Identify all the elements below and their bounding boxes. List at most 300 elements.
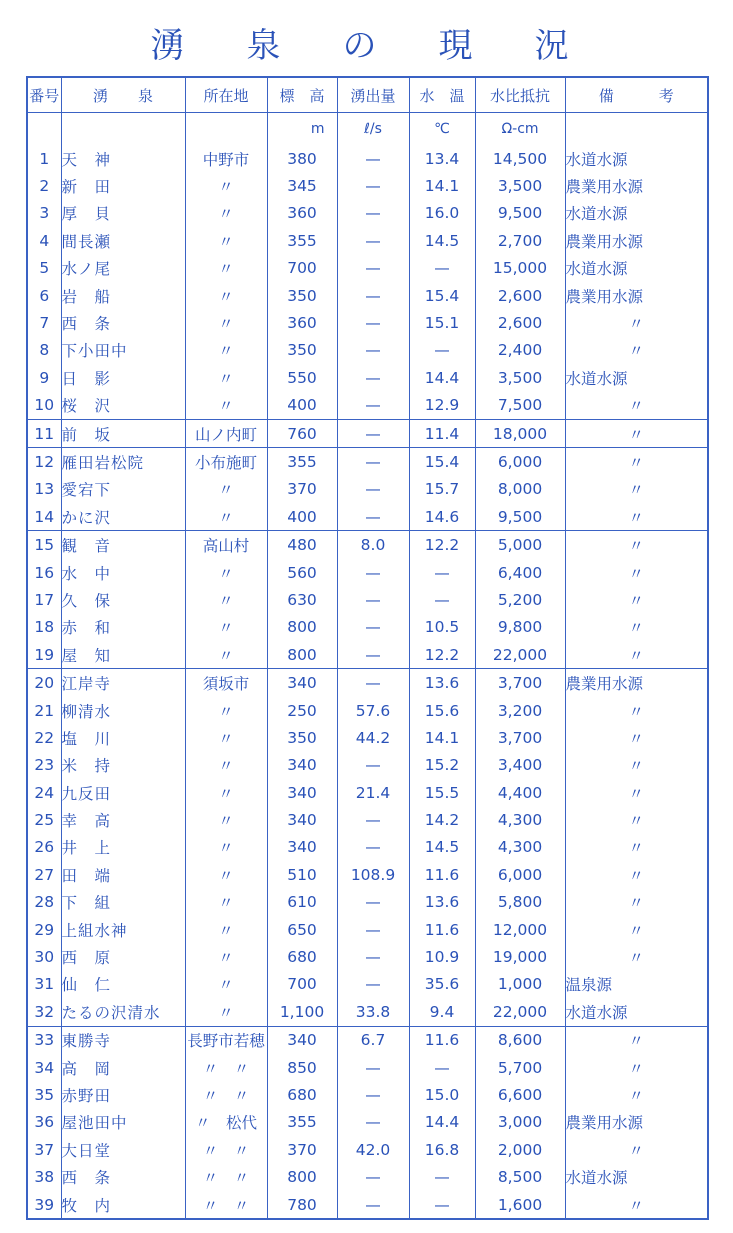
- table-row: [27, 752, 708, 779]
- water-temperature: 12.9: [409, 392, 475, 420]
- resistivity: 2,700: [475, 227, 565, 254]
- location: 〃: [185, 861, 267, 888]
- table-row: [27, 200, 708, 227]
- table-row: [27, 392, 708, 420]
- header-remarks: 備 考: [565, 77, 708, 113]
- spring-name: 水 中: [61, 559, 185, 586]
- remarks: 〃: [565, 1081, 708, 1108]
- elevation: 550: [267, 364, 337, 391]
- spring-name: 日 影: [61, 364, 185, 391]
- row-number: 34: [27, 1054, 61, 1081]
- spring-name: 水ノ尾: [61, 255, 185, 282]
- table-row: [27, 559, 708, 586]
- water-temperature: 15.1: [409, 309, 475, 336]
- water-temperature: 35.6: [409, 971, 475, 998]
- table-row: [27, 614, 708, 641]
- water-temperature: 12.2: [409, 531, 475, 559]
- location: 〃 松代: [185, 1109, 267, 1136]
- flow-rate: 44.2: [337, 724, 409, 751]
- location: 〃: [185, 309, 267, 336]
- location: 〃: [185, 943, 267, 970]
- header-location: 所在地: [185, 77, 267, 113]
- resistivity: 6,600: [475, 1081, 565, 1108]
- remarks: 水道水源: [565, 364, 708, 391]
- spring-name: 牧 内: [61, 1191, 185, 1219]
- water-temperature: 16.0: [409, 200, 475, 227]
- water-temperature: 14.4: [409, 1109, 475, 1136]
- elevation: 350: [267, 337, 337, 364]
- location: 〃: [185, 779, 267, 806]
- table-row: [27, 971, 708, 998]
- elevation: 360: [267, 200, 337, 227]
- table-row: [27, 586, 708, 613]
- location: 中野市: [185, 145, 267, 172]
- remarks: 農業用水源: [565, 282, 708, 309]
- remarks: 水道水源: [565, 255, 708, 282]
- remarks: 〃: [565, 531, 708, 559]
- flow-rate: —: [337, 337, 409, 364]
- flow-rate: —: [337, 669, 409, 697]
- spring-name: 愛宕下: [61, 476, 185, 503]
- table-row: [27, 476, 708, 503]
- table-row: [27, 998, 708, 1026]
- flow-rate: —: [337, 476, 409, 503]
- water-temperature: —: [409, 1054, 475, 1081]
- resistivity: 4,300: [475, 806, 565, 833]
- water-temperature: 15.7: [409, 476, 475, 503]
- remarks: 〃: [565, 476, 708, 503]
- row-number: 10: [27, 392, 61, 420]
- row-number: 14: [27, 503, 61, 531]
- remarks: 水道水源: [565, 1163, 708, 1190]
- elevation: 340: [267, 834, 337, 861]
- remarks: 水道水源: [565, 998, 708, 1026]
- remarks: 〃: [565, 834, 708, 861]
- remarks: 〃: [565, 1191, 708, 1219]
- location: 〃: [185, 752, 267, 779]
- location: 〃: [185, 282, 267, 309]
- water-temperature: 11.6: [409, 861, 475, 888]
- table-row: [27, 145, 708, 172]
- location: 〃: [185, 337, 267, 364]
- remarks: 〃: [565, 1026, 708, 1054]
- location: 〃 〃: [185, 1054, 267, 1081]
- table-row: [27, 834, 708, 861]
- flow-rate: —: [337, 752, 409, 779]
- flow-rate: 108.9: [337, 861, 409, 888]
- elevation: 250: [267, 697, 337, 724]
- row-number: 11: [27, 419, 61, 447]
- location: 山ノ内町: [185, 419, 267, 447]
- spring-name: 厚 貝: [61, 200, 185, 227]
- flow-rate: —: [337, 559, 409, 586]
- spring-name: 上組水神: [61, 916, 185, 943]
- row-number: 21: [27, 697, 61, 724]
- flow-rate: 57.6: [337, 697, 409, 724]
- elevation: 610: [267, 889, 337, 916]
- row-number: 13: [27, 476, 61, 503]
- row-number: 16: [27, 559, 61, 586]
- water-temperature: —: [409, 255, 475, 282]
- table-row: [27, 916, 708, 943]
- elevation: 370: [267, 1136, 337, 1163]
- spring-name: 井 上: [61, 834, 185, 861]
- row-number: 2: [27, 172, 61, 199]
- flow-rate: —: [337, 364, 409, 391]
- flow-rate: —: [337, 392, 409, 420]
- water-temperature: 15.4: [409, 448, 475, 476]
- remarks: 〃: [565, 697, 708, 724]
- location: 〃: [185, 889, 267, 916]
- spring-name: 間長瀬: [61, 227, 185, 254]
- flow-rate: 21.4: [337, 779, 409, 806]
- location: 〃: [185, 200, 267, 227]
- remarks: 農業用水源: [565, 1109, 708, 1136]
- flow-rate: —: [337, 255, 409, 282]
- flow-rate: —: [337, 227, 409, 254]
- location: 〃: [185, 916, 267, 943]
- remarks: 農業用水源: [565, 669, 708, 697]
- location: 〃: [185, 834, 267, 861]
- table-row: [27, 889, 708, 916]
- elevation: 350: [267, 282, 337, 309]
- resistivity: 18,000: [475, 419, 565, 447]
- remarks: 〃: [565, 889, 708, 916]
- spring-name: 天 神: [61, 145, 185, 172]
- row-number: 8: [27, 337, 61, 364]
- springs-table: [26, 76, 709, 1220]
- resistivity: 2,000: [475, 1136, 565, 1163]
- row-number: 17: [27, 586, 61, 613]
- table-row: [27, 255, 708, 282]
- water-temperature: 15.2: [409, 752, 475, 779]
- spring-name: 柳清水: [61, 697, 185, 724]
- resistivity: 6,400: [475, 559, 565, 586]
- table-row: [27, 779, 708, 806]
- resistivity: 7,500: [475, 392, 565, 420]
- location: 〃 〃: [185, 1136, 267, 1163]
- remarks: 〃: [565, 337, 708, 364]
- row-number: 26: [27, 834, 61, 861]
- location: 〃: [185, 227, 267, 254]
- row-number: 22: [27, 724, 61, 751]
- elevation: 850: [267, 1054, 337, 1081]
- header-temp: 水 温: [409, 77, 475, 113]
- remarks: 〃: [565, 586, 708, 613]
- water-temperature: 14.4: [409, 364, 475, 391]
- location: 〃: [185, 559, 267, 586]
- spring-name: 江岸寺: [61, 669, 185, 697]
- header-flow: 湧出量: [337, 77, 409, 113]
- water-temperature: —: [409, 337, 475, 364]
- flow-rate: —: [337, 1191, 409, 1219]
- location: 長野市若穂: [185, 1026, 267, 1054]
- row-number: 32: [27, 998, 61, 1026]
- spring-name: 大日堂: [61, 1136, 185, 1163]
- elevation: 340: [267, 1026, 337, 1054]
- flow-rate: —: [337, 834, 409, 861]
- water-temperature: 16.8: [409, 1136, 475, 1163]
- resistivity: 6,000: [475, 448, 565, 476]
- water-temperature: 12.2: [409, 641, 475, 669]
- water-temperature: 10.9: [409, 943, 475, 970]
- elevation: 400: [267, 503, 337, 531]
- table-row: [27, 861, 708, 888]
- elevation: 680: [267, 1081, 337, 1108]
- remarks: 〃: [565, 1054, 708, 1081]
- header-row: [27, 77, 708, 113]
- location: 〃: [185, 697, 267, 724]
- water-temperature: —: [409, 586, 475, 613]
- remarks: 〃: [565, 779, 708, 806]
- table-row: [27, 1026, 708, 1054]
- spring-name: 西 条: [61, 309, 185, 336]
- row-number: 20: [27, 669, 61, 697]
- elevation: 560: [267, 559, 337, 586]
- resistivity: 14,500: [475, 145, 565, 172]
- row-number: 9: [27, 364, 61, 391]
- resistivity: 1,000: [475, 971, 565, 998]
- elevation: 800: [267, 1163, 337, 1190]
- flow-rate: —: [337, 282, 409, 309]
- location: 須坂市: [185, 669, 267, 697]
- table-row: [27, 669, 708, 697]
- row-number: 33: [27, 1026, 61, 1054]
- elevation: 355: [267, 448, 337, 476]
- resistivity: 2,600: [475, 282, 565, 309]
- remarks: 農業用水源: [565, 227, 708, 254]
- spring-name: 久 保: [61, 586, 185, 613]
- spring-name: 屋 知: [61, 641, 185, 669]
- location: 〃: [185, 586, 267, 613]
- row-number: 39: [27, 1191, 61, 1219]
- flow-rate: 33.8: [337, 998, 409, 1026]
- elevation: 800: [267, 641, 337, 669]
- flow-rate: —: [337, 916, 409, 943]
- page-title: 湧 泉 の 現 況: [150, 26, 583, 66]
- remarks: 〃: [565, 309, 708, 336]
- elevation: 340: [267, 669, 337, 697]
- elevation: 680: [267, 943, 337, 970]
- spring-name: 新 田: [61, 172, 185, 199]
- water-temperature: 14.1: [409, 724, 475, 751]
- row-number: 30: [27, 943, 61, 970]
- spring-name: 下小田中: [61, 337, 185, 364]
- location: 〃: [185, 641, 267, 669]
- location: 〃: [185, 364, 267, 391]
- resistivity: 5,800: [475, 889, 565, 916]
- spring-name: 前 坂: [61, 419, 185, 447]
- location: 〃: [185, 172, 267, 199]
- table-row: [27, 1136, 708, 1163]
- elevation: 630: [267, 586, 337, 613]
- table-row: [27, 1081, 708, 1108]
- elevation: 355: [267, 1109, 337, 1136]
- units-row: [27, 113, 708, 146]
- water-temperature: 15.0: [409, 1081, 475, 1108]
- flow-rate: —: [337, 971, 409, 998]
- row-number: 7: [27, 309, 61, 336]
- flow-rate: 8.0: [337, 531, 409, 559]
- resistivity: 2,400: [475, 337, 565, 364]
- water-temperature: 15.4: [409, 282, 475, 309]
- elevation: 650: [267, 916, 337, 943]
- location: 〃: [185, 255, 267, 282]
- flow-rate: —: [337, 448, 409, 476]
- table-row: [27, 448, 708, 476]
- row-number: 38: [27, 1163, 61, 1190]
- table-row: [27, 419, 708, 447]
- water-temperature: 13.6: [409, 669, 475, 697]
- flow-rate: 42.0: [337, 1136, 409, 1163]
- row-number: 28: [27, 889, 61, 916]
- table-row: [27, 697, 708, 724]
- remarks: 温泉源: [565, 971, 708, 998]
- remarks: 〃: [565, 1136, 708, 1163]
- flow-rate: —: [337, 1163, 409, 1190]
- resistivity: 12,000: [475, 916, 565, 943]
- resistivity: 4,400: [475, 779, 565, 806]
- location: 〃 〃: [185, 1081, 267, 1108]
- water-temperature: 11.6: [409, 1026, 475, 1054]
- remarks: 〃: [565, 916, 708, 943]
- row-number: 5: [27, 255, 61, 282]
- water-temperature: 9.4: [409, 998, 475, 1026]
- water-temperature: 14.2: [409, 806, 475, 833]
- elevation: 360: [267, 309, 337, 336]
- elevation: 370: [267, 476, 337, 503]
- resistivity: 3,700: [475, 724, 565, 751]
- remarks: 〃: [565, 614, 708, 641]
- table-row: [27, 1054, 708, 1081]
- water-temperature: 14.1: [409, 172, 475, 199]
- spring-name: 九反田: [61, 779, 185, 806]
- flow-rate: —: [337, 419, 409, 447]
- resistivity: 3,400: [475, 752, 565, 779]
- header-no: 番号: [27, 77, 61, 113]
- row-number: 3: [27, 200, 61, 227]
- remarks: 〃: [565, 503, 708, 531]
- water-temperature: —: [409, 1163, 475, 1190]
- water-temperature: —: [409, 559, 475, 586]
- table-row: [27, 227, 708, 254]
- resistivity: 1,600: [475, 1191, 565, 1219]
- row-number: 4: [27, 227, 61, 254]
- resistivity: 3,500: [475, 364, 565, 391]
- water-temperature: 13.4: [409, 145, 475, 172]
- elevation: 480: [267, 531, 337, 559]
- location: 〃 〃: [185, 1191, 267, 1219]
- flow-rate: —: [337, 614, 409, 641]
- spring-name: 桜 沢: [61, 392, 185, 420]
- remarks: 〃: [565, 806, 708, 833]
- remarks: 〃: [565, 641, 708, 669]
- elevation: 340: [267, 806, 337, 833]
- spring-name: 雁田岩松院: [61, 448, 185, 476]
- water-temperature: 14.6: [409, 503, 475, 531]
- row-number: 37: [27, 1136, 61, 1163]
- water-temperature: 11.6: [409, 916, 475, 943]
- table-row: [27, 309, 708, 336]
- spring-name: 高 岡: [61, 1054, 185, 1081]
- flow-rate: —: [337, 641, 409, 669]
- water-temperature: 14.5: [409, 227, 475, 254]
- spring-name: 観 音: [61, 531, 185, 559]
- table-row: [27, 531, 708, 559]
- spring-name: 下 組: [61, 889, 185, 916]
- remarks: 〃: [565, 392, 708, 420]
- resistivity: 3,200: [475, 697, 565, 724]
- water-temperature: 13.6: [409, 889, 475, 916]
- row-number: 23: [27, 752, 61, 779]
- spring-name: 西 原: [61, 943, 185, 970]
- row-number: 6: [27, 282, 61, 309]
- row-number: 29: [27, 916, 61, 943]
- table-row: [27, 364, 708, 391]
- location: 〃: [185, 971, 267, 998]
- row-number: 27: [27, 861, 61, 888]
- water-temperature: —: [409, 1191, 475, 1219]
- unit-resistivity: Ω-cm: [475, 113, 565, 146]
- unit-elevation: m: [267, 113, 337, 146]
- elevation: 400: [267, 392, 337, 420]
- elevation: 380: [267, 145, 337, 172]
- table-row: [27, 172, 708, 199]
- resistivity: 5,000: [475, 531, 565, 559]
- water-temperature: 10.5: [409, 614, 475, 641]
- row-number: 19: [27, 641, 61, 669]
- resistivity: 6,000: [475, 861, 565, 888]
- remarks: 水道水源: [565, 200, 708, 227]
- elevation: 345: [267, 172, 337, 199]
- remarks: 水道水源: [565, 145, 708, 172]
- location: 〃: [185, 724, 267, 751]
- flow-rate: —: [337, 1109, 409, 1136]
- spring-name: 岩 船: [61, 282, 185, 309]
- flow-rate: —: [337, 1081, 409, 1108]
- flow-rate: —: [337, 1054, 409, 1081]
- resistivity: 8,000: [475, 476, 565, 503]
- remarks: 農業用水源: [565, 172, 708, 199]
- resistivity: 3,700: [475, 669, 565, 697]
- resistivity: 22,000: [475, 641, 565, 669]
- elevation: 700: [267, 255, 337, 282]
- elevation: 340: [267, 752, 337, 779]
- location: 〃 〃: [185, 1163, 267, 1190]
- unit-flow: ℓ/s: [337, 113, 409, 146]
- flow-rate: —: [337, 172, 409, 199]
- spring-name: 田 端: [61, 861, 185, 888]
- row-number: 35: [27, 1081, 61, 1108]
- flow-rate: —: [337, 309, 409, 336]
- elevation: 340: [267, 779, 337, 806]
- row-number: 12: [27, 448, 61, 476]
- spring-name: 赤野田: [61, 1081, 185, 1108]
- spring-name: 仙 仁: [61, 971, 185, 998]
- flow-rate: —: [337, 586, 409, 613]
- resistivity: 5,700: [475, 1054, 565, 1081]
- header-elevation: 標 高: [267, 77, 337, 113]
- spring-name: たるの沢清水: [61, 998, 185, 1026]
- resistivity: 8,600: [475, 1026, 565, 1054]
- spring-name: 屋池田中: [61, 1109, 185, 1136]
- table-row: [27, 337, 708, 364]
- spring-name: 赤 和: [61, 614, 185, 641]
- elevation: 1,100: [267, 998, 337, 1026]
- elevation: 510: [267, 861, 337, 888]
- row-number: 36: [27, 1109, 61, 1136]
- resistivity: 9,500: [475, 200, 565, 227]
